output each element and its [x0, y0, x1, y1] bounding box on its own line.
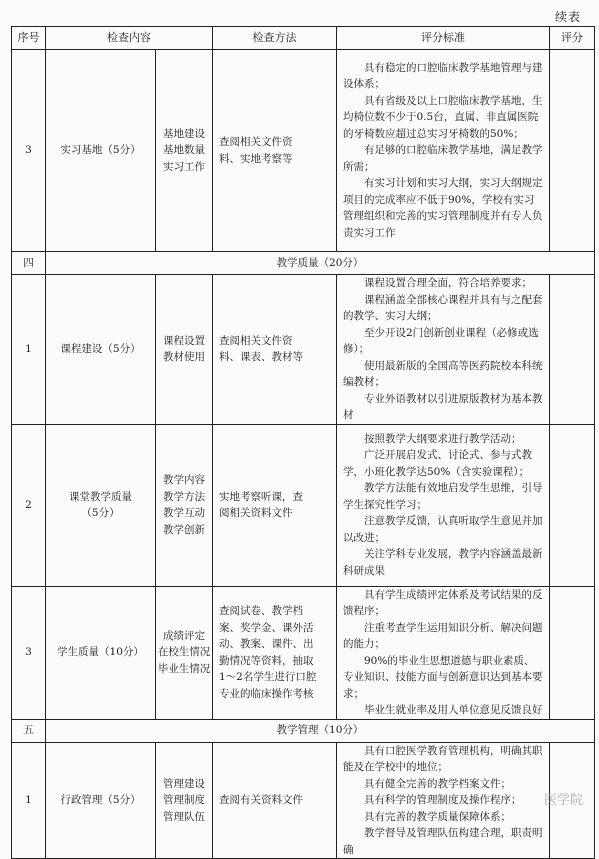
table-row	[12, 586, 595, 719]
table-row	[12, 424, 595, 586]
table-row	[12, 742, 595, 859]
row-number: 3	[12, 586, 46, 719]
standard-line: 关注学科专业发展，教学内容涵盖最新科研成果	[343, 548, 543, 577]
section-number: 四	[12, 252, 46, 275]
header-standard: 评分标准	[337, 27, 550, 50]
scoring-standard	[337, 50, 550, 252]
row-number: 1	[12, 742, 46, 859]
standard-line: 使用最新版的全国高等医药院校本科统编教材；	[343, 359, 543, 388]
section-row	[12, 719, 595, 742]
check-item: 行政管理（5分）	[46, 742, 156, 859]
standard-line: 具有科学的管理制度及操作程序；	[364, 794, 522, 806]
standard-line: 注重考查学生运用知识分析、解决问题的能力；	[343, 621, 543, 650]
check-subitems: 基地建设 基地数量 实习工作	[156, 50, 213, 252]
check-method: 查阅相关文件资 料、实地考察等	[213, 50, 337, 252]
score-cell[interactable]	[550, 275, 595, 425]
check-item: 实习基地（5分）	[46, 50, 156, 252]
table-row	[12, 50, 595, 252]
row-number: 1	[12, 275, 46, 425]
check-subitems: 课程设置 教材使用	[156, 275, 213, 425]
check-method: 查阅试卷、教学档 案、奖学金、课外活 动、教案、课件、出 勤情况等资料，抽取 1～2名学生进行口腔 专业的临床操作考核	[213, 586, 337, 719]
standard-line: 广泛开展启发式、讨论式、参与式教学，小班化教学达50%（含实验课程）；	[343, 449, 532, 478]
section-number: 五	[12, 719, 46, 742]
evaluation-table	[11, 26, 595, 859]
standard-line: 专业外语教材以引进原版教材为基本教材	[343, 392, 543, 421]
scoring-standard	[337, 424, 550, 586]
standard-line: 至少开设2门创新创业课程（必修或选修）；	[343, 326, 539, 355]
section-title: 教学管理（10分）	[46, 719, 595, 742]
standard-line: 具有口腔医学教育管理机构，明确其职能及在学校中的地位；	[343, 744, 543, 773]
score-cell[interactable]	[550, 50, 595, 252]
score-cell[interactable]	[550, 586, 595, 719]
standard-line: 课程涵盖全部核心课程并具有与之配套的教学、实习大纲；	[343, 293, 543, 322]
standard-line: 具有学生成绩评定体系及考试结果的反馈程序；	[343, 588, 543, 617]
scoring-standard	[337, 586, 550, 719]
scoring-standard	[337, 275, 550, 425]
standard-line: 课程设置合理全面，符合培养要求；	[364, 277, 532, 289]
header-method: 检查方法	[213, 27, 337, 50]
check-subitems: 管理建设 管理制度 管理队伍	[156, 742, 213, 859]
standard-line: 教学督导及管理队伍构建合理，职责明确	[343, 827, 543, 856]
scoring-standard	[337, 742, 550, 859]
watermark: 医学院	[543, 793, 583, 808]
check-subitems: 教学内容 教学方法 教学互动 教学创新	[156, 424, 213, 586]
standard-line: 90%的毕业生思想道德与职业素质、专业知识、技能方面与创新意识达到基本要求；	[343, 654, 543, 700]
section-row	[12, 252, 595, 275]
table-row	[12, 275, 595, 425]
standard-line: 毕业生就业率及用人单位意见反馈良好	[364, 704, 543, 716]
standard-line: 按照教学大纲要求进行教学活动；	[364, 432, 522, 445]
standard-line: 教学方法能有效地启发学生思维，引导学生探究性学习；	[343, 482, 543, 511]
section-title: 教学质量（20分）	[46, 252, 595, 275]
check-item: 课堂教学质量 （5分）	[46, 424, 156, 586]
check-subitems: 成绩评定 在校生情况 毕业生情况	[156, 586, 213, 719]
standard-line: 注意教学反馈，认真听取学生意见并加以改进；	[343, 515, 543, 544]
score-cell[interactable]	[550, 424, 595, 586]
standard-line: 有足够的口腔临床教学基地，满足教学所需；	[343, 144, 543, 173]
check-item: 课程建设（5分）	[46, 275, 156, 425]
standard-line: 具有稳定的口腔临床教学基地管理与建设体系；	[343, 61, 543, 91]
standard-line: 具有健全完善的教学档案文件；	[364, 777, 511, 790]
check-method: 查阅有关资料文件	[213, 742, 337, 859]
header-score: 评分	[550, 27, 595, 50]
check-method: 查阅相关文件资 料、课表、教材等	[213, 275, 337, 425]
row-number: 3	[12, 50, 46, 252]
header-content: 检查内容	[46, 27, 213, 50]
check-item: 学生质量（10分）	[46, 586, 156, 719]
continued-label: 续表	[554, 10, 581, 24]
header-row	[12, 27, 595, 50]
standard-line: 具有省级及以上口腔临床教学基地，生均椅位数不少于0.5台，直属、非直属医院的牙椅数应超过总实习牙椅数的50%；	[343, 94, 543, 140]
standard-line: 有实习计划和实习大纲，实习大纲规定项目的完成率应不低于90%，学校有实习管理组织和完善的实习管理制度并有专人负责实习工作	[343, 177, 543, 239]
standard-line: 具有完善的教学质量保障体系；	[364, 810, 511, 823]
check-method: 实地考察听课，查 阅相关资料文件	[213, 424, 337, 586]
header-no: 序号	[12, 27, 46, 50]
row-number: 2	[12, 424, 46, 586]
